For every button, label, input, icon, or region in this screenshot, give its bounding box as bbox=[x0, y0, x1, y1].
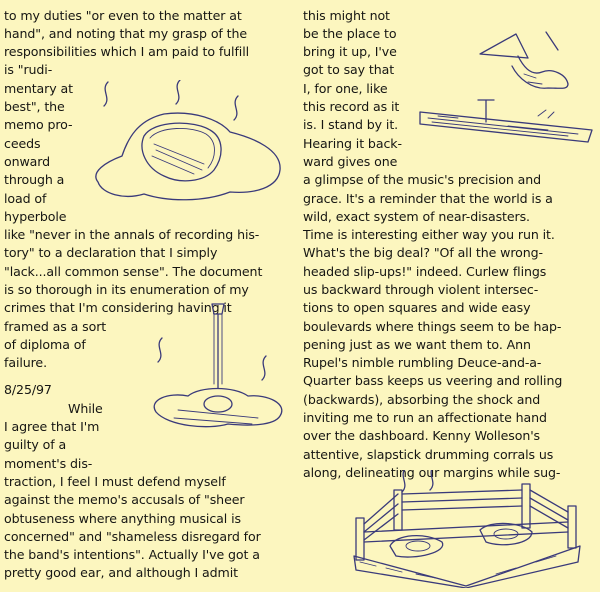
right-line-6: this record as it bbox=[303, 99, 400, 114]
left-line-30: concerned" and "shameless disregard for bbox=[4, 529, 261, 544]
right-line-19: pening just as we want them to. Ann bbox=[303, 337, 531, 352]
right-line-14: What's the big deal? "Of all the wrong- bbox=[303, 245, 543, 260]
nail-plank-sketch bbox=[418, 96, 594, 146]
right-line-12: wild, exact system of near-disasters. bbox=[303, 209, 530, 224]
right-line-11: grace. It's a reminder that the world is a bbox=[303, 191, 553, 206]
right-line-20: Rupel's nimble rumbling Deuce-and-a- bbox=[303, 355, 542, 370]
left-line-26: moment's dis- bbox=[4, 456, 93, 471]
left-line-16: is so thorough in its enumeration of my bbox=[4, 282, 249, 297]
right-line-25: attentive, slapstick drumming corrals us bbox=[303, 447, 554, 462]
left-line-3: responsibilities which I am paid to fulfill bbox=[4, 44, 249, 59]
left-line-6: best", the bbox=[4, 99, 65, 114]
right-line-8: Hearing it back- bbox=[303, 136, 402, 151]
right-line-7: is. I stand by it. bbox=[303, 117, 399, 132]
left-line-12: hyperbole bbox=[4, 209, 67, 224]
left-line-32: pretty good ear, and although I admit bbox=[4, 565, 238, 580]
left-line-29: obtuseness where anything musical is bbox=[4, 511, 241, 526]
left-line-25: guilty of a bbox=[4, 437, 67, 452]
right-line-23: inviting me to run an affectionate hand bbox=[303, 410, 547, 425]
left-line-2: hand", and noting that my grasp of the bbox=[4, 26, 248, 41]
right-line-15: headed slip-ups!" indeed. Curlew flings bbox=[303, 264, 547, 279]
right-line-26: along, delineating our margins while sug- bbox=[303, 465, 561, 480]
left-line-14: tory" to a declaration that I simply bbox=[4, 245, 218, 260]
boxing-ring-sketch bbox=[346, 470, 590, 588]
right-line-16: us backward through violent intersec- bbox=[303, 282, 539, 297]
right-line-21: Quarter bass keeps us veering and rolling bbox=[303, 373, 563, 388]
right-line-18: boulevards where things seem to be hap- bbox=[303, 319, 562, 334]
right-line-1: this might not bbox=[303, 8, 390, 23]
left-line-20: failure. bbox=[4, 355, 47, 370]
left-line-10: through a bbox=[4, 172, 65, 187]
left-line-13: like "never in the annals of recording his- bbox=[4, 227, 260, 242]
left-line-24: I agree that I'm bbox=[4, 419, 100, 434]
right-line-3: bring it up, I've bbox=[303, 44, 397, 59]
left-line-31: the band's intentions". Actually I've got a bbox=[4, 547, 260, 562]
right-line-10: a glimpse of the music's precision and bbox=[303, 172, 542, 187]
knife-hand-sketch bbox=[476, 28, 574, 98]
left-line-11: load of bbox=[4, 191, 47, 206]
right-line-22: (backwards), absorbing the shock and bbox=[303, 392, 541, 407]
left-line-27: traction, I feel I must defend myself bbox=[4, 474, 226, 489]
left-line-28: against the memo's accusals of "sheer bbox=[4, 492, 245, 507]
left-line-4: is "rudi- bbox=[4, 62, 53, 77]
right-line-24: over the dashboard. Kenny Wolleson's bbox=[303, 428, 541, 443]
left-line-17: crimes that I'm considering having it bbox=[4, 300, 232, 315]
right-line-17: tions to open squares and wide easy bbox=[303, 300, 531, 315]
right-line-2: be the place to bbox=[303, 26, 397, 41]
left-line-5: mentary at bbox=[4, 81, 73, 96]
left-line-1: to my duties "or even to the matter at bbox=[4, 8, 242, 23]
fried-egg-sketch bbox=[84, 80, 290, 215]
right-line-13: Time is interesting either way you run it. bbox=[303, 227, 555, 242]
right-line-4: got to say that bbox=[303, 62, 395, 77]
left-line-9: onward bbox=[4, 154, 51, 169]
right-line-5: I, for one, like bbox=[303, 81, 388, 96]
left-line-8: ceeds bbox=[4, 136, 41, 151]
spiked-egg-sketch bbox=[138, 300, 296, 438]
left-line-date: 8/25/97 bbox=[4, 382, 52, 397]
left-line-19: of diploma of bbox=[4, 337, 86, 352]
left-line-15: "lack...all common sense". The document bbox=[4, 264, 263, 279]
left-line-18: framed as a sort bbox=[4, 319, 107, 334]
left-line-7: memo pro- bbox=[4, 117, 73, 132]
right-line-9: ward gives one bbox=[303, 154, 398, 169]
left-line-while: While bbox=[68, 401, 103, 416]
